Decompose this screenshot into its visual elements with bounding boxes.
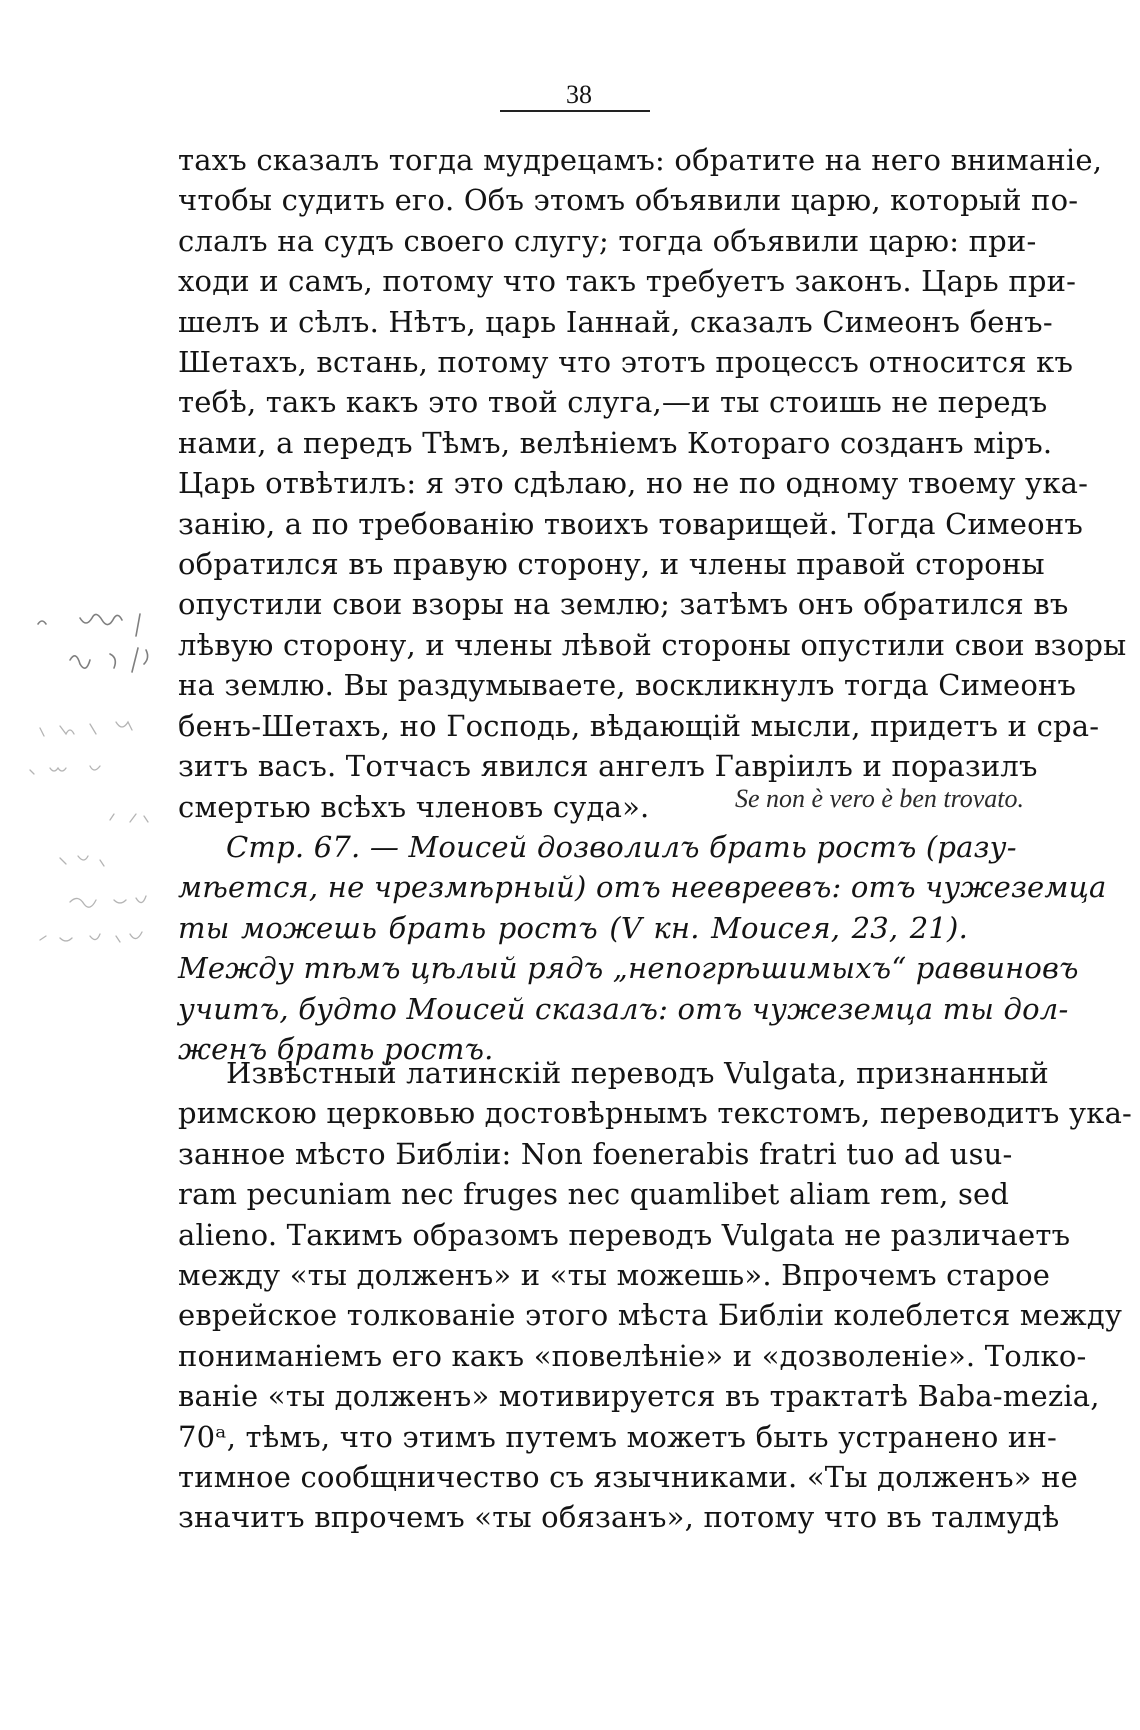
text-line: чтобы судить его. Объ этомъ объявили царю, который по- (178, 183, 1079, 218)
citation-line: учитъ, будто Моисей сказалъ: отъ чужеземца ты дол- (178, 991, 1069, 1026)
citation-line: ты можешь брать ростъ (V кн. Моисея, 23, 21). (178, 910, 968, 945)
text-line: Шетахъ, встань, потому что этотъ процессъ относится къ (178, 345, 1074, 380)
citation-line: Между тѣмъ цѣлый рядъ „непогрѣшимыхъ“ раввиновъ (178, 951, 1079, 986)
text-line: значитъ впрочемъ «ты обязанъ», потому что въ талмудѣ (178, 1500, 1060, 1535)
text-line: занное мѣсто Библіи: Non foenerabis fratri tuo ad usu- (178, 1136, 1013, 1171)
text-line: на землю. Вы раздумываете, воскликнулъ тогда Симеонъ (178, 668, 1077, 703)
handwritten-annotation: Se non è vero è ben trovato. (735, 784, 1025, 813)
text-line: пониманіемъ его какъ «повелѣніе» и «дозволеніе». Толко- (178, 1338, 1087, 1373)
citation-line: Стр. 67. — Моисей дозволилъ брать ростъ (разу- (226, 829, 1017, 864)
text-line: между «ты долженъ» и «ты можешь». Впрочемъ старое (178, 1258, 1051, 1293)
text-line: слалъ на судъ своего слугу; тогда объявили царю: при- (178, 223, 1037, 258)
text-line: 70ᵃ, тѣмъ, что этимъ путемъ можетъ быть устранено ин- (178, 1419, 1057, 1454)
text-line: римскою церковью достовѣрнымъ текстомъ, переводитъ ука- (178, 1096, 1133, 1131)
margin-scribbles (20, 610, 170, 950)
handwriting-scribble-icon (20, 610, 170, 950)
text-line: ваніе «ты долженъ» мотивируется въ трактатѣ Baba-mezia, (178, 1379, 1100, 1414)
text-line: Извѣстный латинскій переводъ Vulgata, признанный (226, 1056, 1049, 1090)
citation-line: мѣется, не чрезмѣрный) отъ неевреевъ: отъ чужеземца (178, 870, 1107, 905)
text-line: еврейское толкованіе этого мѣста Библіи колеблется между (178, 1298, 1123, 1333)
paragraph-continuation (178, 140, 1127, 1069)
header-rule (500, 110, 650, 112)
text-line: тебѣ, такъ какъ это твой слуга,—и ты стоишь не передъ (178, 385, 1048, 420)
text-line: смертью всѣхъ членовъ суда». (178, 789, 650, 824)
text-line: шелъ и сѣлъ. Нѣтъ, царь Іаннай, сказалъ Симеонъ бенъ- (178, 304, 1053, 339)
text-line: тимное сообщничество съ язычниками. «Ты долженъ» не (178, 1460, 1079, 1495)
text-line: тахъ сказалъ тогда мудрецамъ: обратите на него вниманіе, (178, 143, 1103, 177)
text-line: Царь отвѣтилъ: я это сдѣлаю, но не по одному твоему ука- (178, 466, 1089, 501)
paragraph-vulgata (178, 1053, 1133, 1538)
text-line: ходи и самъ, потому что такъ требуетъ законъ. Царь при- (178, 264, 1077, 299)
text-line: бенъ-Шетахъ, но Господь, вѣдающій мысли, придетъ и сра- (178, 708, 1100, 743)
text-line: ram pecuniam nec fruges nec quamlibet aliam rem, sed (178, 1177, 1010, 1212)
text-line: нами, а передъ Тѣмъ, велѣніемъ Котораго созданъ міръ. (178, 425, 1053, 460)
page-number: 38 (566, 80, 592, 109)
text-line: обратился въ правую сторону, и члены правой стороны (178, 547, 1045, 582)
text-line: опустили свои взоры на землю; затѣмъ онъ обратился въ (178, 587, 1069, 622)
citation-line: женъ брать ростъ. (178, 1031, 494, 1066)
text-line: занію, а по требованію твоихъ товарищей. Тогда Симеонъ (178, 506, 1083, 541)
text-line: лѣвую сторону, и члены лѣвой стороны опустили свои взоры (178, 627, 1127, 662)
text-line: alieno. Такимъ образомъ переводъ Vulgata не различаетъ (178, 1217, 1071, 1252)
text-line: зитъ васъ. Тотчасъ явился ангелъ Гавріилъ и поразилъ (178, 749, 1038, 784)
